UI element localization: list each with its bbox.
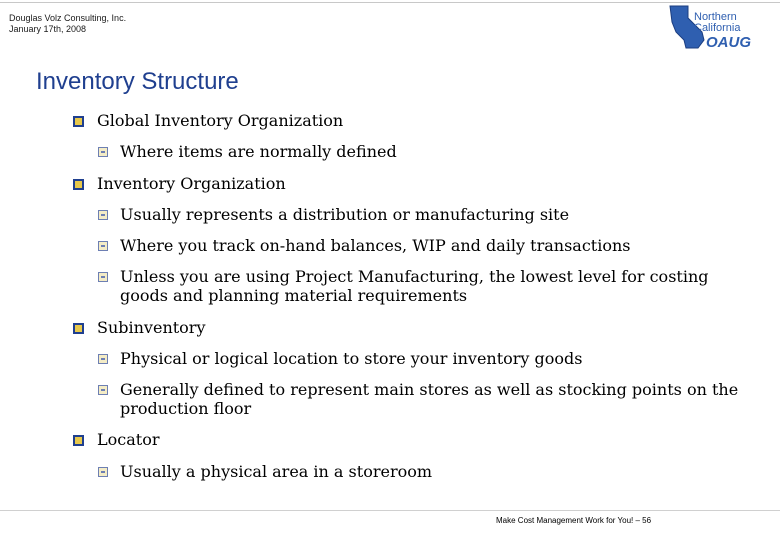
bullet-subinventory: Subinventory — [97, 318, 206, 337]
sub-bullet-marker-icon — [98, 147, 108, 157]
company-name: Douglas Volz Consulting, Inc. — [9, 13, 127, 23]
sub-bullet: Usually a physical area in a storeroom — [120, 462, 433, 481]
bullet-marker-icon — [73, 179, 84, 190]
sub-bullet: Usually represents a distribution or manufacturing site — [120, 205, 570, 224]
sub-bullet-marker-icon — [98, 385, 108, 395]
bullet-inventory-organization: Inventory Organization — [97, 174, 286, 193]
bullet-global-inventory-organization: Global Inventory Organization — [97, 111, 344, 130]
sub-bullet: Where items are normally defined — [120, 142, 397, 161]
bullet-marker-icon — [73, 116, 84, 127]
sub-bullet-marker-icon — [98, 354, 108, 364]
sub-bullet: Where you track on-hand balances, WIP and daily transactions — [120, 236, 631, 255]
sub-bullet: Physical or logical location to store your inventory goods — [120, 349, 583, 368]
footer-divider — [0, 510, 780, 511]
footer-text: Make Cost Management Work for You! – 56 — [496, 516, 652, 525]
logo-northern: Northern — [694, 11, 737, 23]
bullet-marker-icon — [73, 435, 84, 446]
sub-bullet-marker-icon — [98, 241, 108, 251]
sub-bullet-marker-icon — [98, 467, 108, 477]
bullet-marker-icon — [73, 323, 84, 334]
sub-bullet: Generally defined to represent main stores as well as stocking points on the production floor — [120, 380, 739, 418]
slide-title: Inventory Structure — [36, 68, 239, 95]
sub-bullet: Unless you are using Project Manufacturing, the lowest level for costing goods and planning material requirements — [120, 267, 709, 305]
bullet-locator: Locator — [97, 430, 160, 449]
logo-california: California — [694, 22, 741, 34]
sub-bullet-marker-icon — [98, 210, 108, 220]
sub-bullet-marker-icon — [98, 272, 108, 282]
presentation-date: January 17th, 2008 — [9, 24, 87, 34]
logo-oaug: OAUG — [706, 34, 751, 50]
